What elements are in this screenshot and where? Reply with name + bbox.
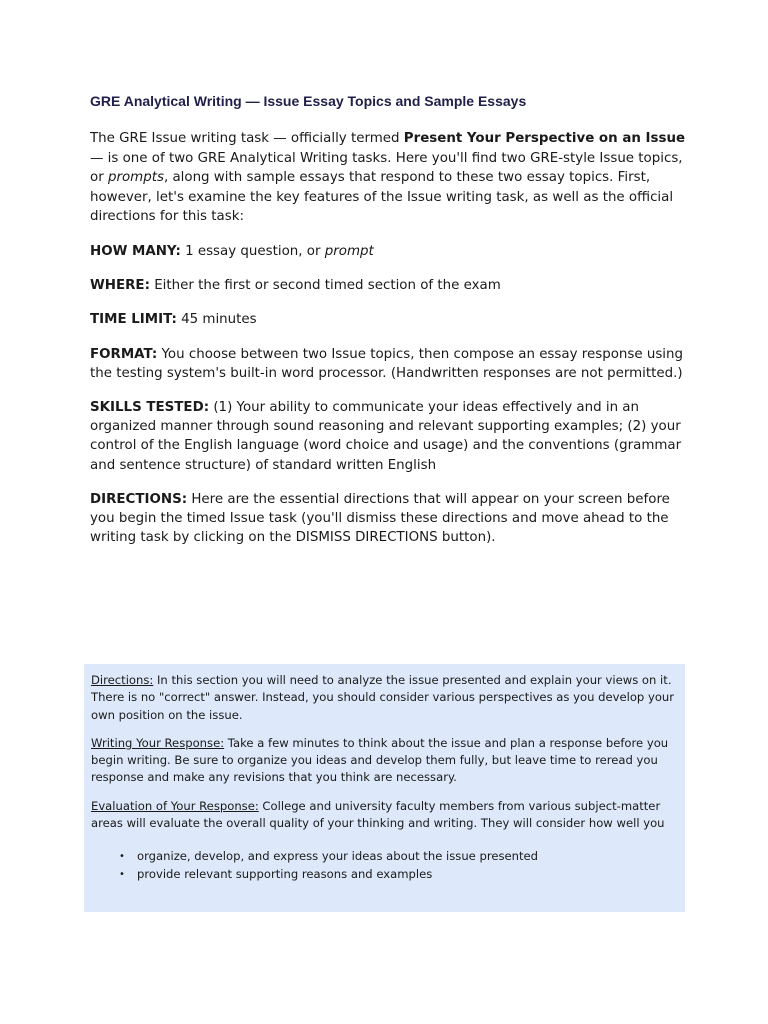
box-writing-heading: Writing Your Response: [91,735,225,750]
box-writing-text: Take a few minutes to think about the issue and plan a response before you begin writing. Be sure to organize you ideas and develop them fully, but leave time to reread you response and make any revisions that you think are necessary. [91,735,669,785]
official-directions-box [84,664,685,912]
fact-how-many-text: 1 essay question, or [180,243,325,259]
box-directions-heading: Directions: [91,673,154,687]
list-item-text: provide relevant supporting reasons and examples [137,866,433,881]
box-evaluation-section [91,798,677,833]
box-writing-section [91,735,677,787]
intro-task-name: Present Your Perspective on an Issue [403,131,686,146]
fact-where-label: WHERE: [90,278,150,294]
fact-directions-label: DIRECTIONS: [90,491,188,507]
fact-skills-label: SKILLS TESTED: [90,399,210,415]
document-page [90,92,690,562]
fact-time-limit-label: TIME LIMIT: [90,312,177,328]
fact-format-text: You choose between two Issue topics, then compose an essay response using the testing system's built-in word processor. (Handwritten responses are not permitted.) [90,346,684,381]
intro-text-2: — is one of two GRE Analytical Writing tasks. Here you'll find two GRE-style Issue topics, or [90,150,683,186]
fact-directions-text: Here are the essential directions that will appear on your screen before you begin the timed Issue task (you'll dismiss these directions and move ahead to the writing task by clicking on the DISMISS DIRECTIONS button). [90,491,670,546]
fact-skills-text: (1) Your ability to communicate your ideas effectively and in an organized manner through sound reasoning and relevant supporting examples; (2) your control of the English language (word choice and usage) and the conventions (grammar and sentence structure) of standard written English [90,399,682,473]
list-item [115,848,677,865]
intro-text-1: The GRE Issue writing task — officially termed [90,131,404,146]
list-item [115,866,677,883]
box-directions-text: In this section you will need to analyze the issue presented and explain your views on it. There is no "correct" answer. Instead, you should consider various perspectives as you develop your own position on the issue. [91,673,675,722]
fact-time-limit-text: 45 minutes [176,312,257,328]
box-evaluation-text: College and university faculty members from various subject-matter areas will evaluate the overall quality of your thinking and writing. They will consider how well you [91,798,665,831]
fact-skills-tested [90,398,690,475]
bullet-icon: • [119,868,125,880]
fact-directions [90,490,690,548]
fact-how-many [90,242,690,261]
page-title: GRE Analytical Writing — Issue Essay Topics and Sample Essays [90,93,527,109]
bullet-icon: • [119,851,125,863]
fact-where-text: Either the first or second timed section of the exam [149,278,501,294]
intro-text-3: , along with sample essays that respond to these two essay topics. First, however, let's examine the key features of the Issue writing task, as well as the official directions for this task: [90,170,674,225]
box-evaluation-heading: Evaluation of Your Response: [91,798,259,813]
box-directions-section [91,672,677,724]
fact-how-many-italic: prompt [324,243,374,259]
evaluation-criteria-list [91,848,677,882]
intro-prompts-term: prompts [107,170,164,186]
fact-format [90,345,690,383]
fact-time-limit [90,310,690,329]
fact-where [90,276,690,295]
intro-paragraph [90,129,690,227]
fact-how-many-label: HOW MANY: [90,243,181,259]
fact-format-label: FORMAT: [90,346,158,362]
list-item-text: organize, develop, and express your ideas about the issue presented [137,849,539,864]
